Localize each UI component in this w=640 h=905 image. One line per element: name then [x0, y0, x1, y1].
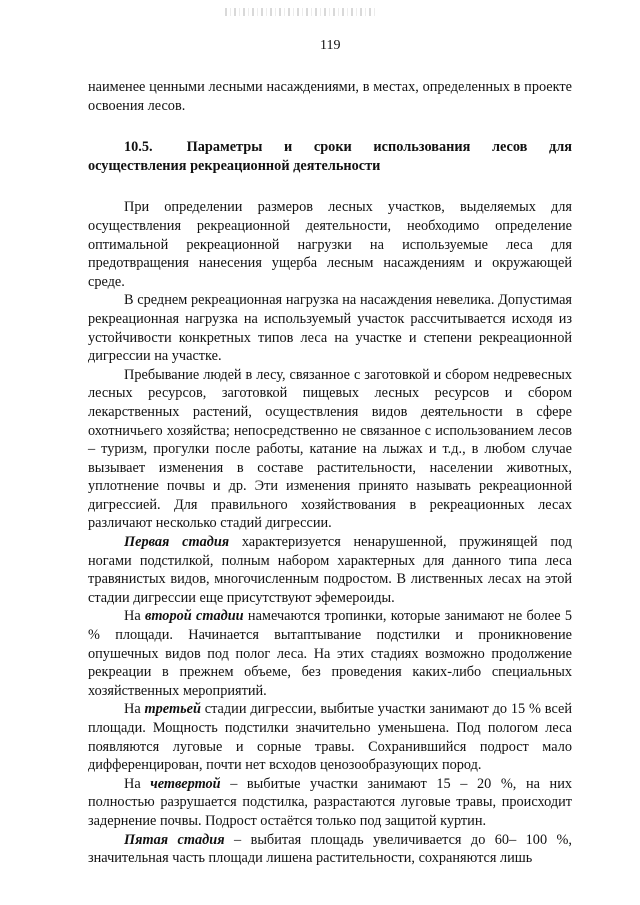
paragraph-7-before: На	[124, 775, 151, 792]
page-number: 119	[320, 38, 341, 53]
paragraph-5-text: намечаются тропинки, которые занимают не более 5 % площади. Начинается вытаптывание подстилки и проникновение опушечных видов под полог леса. На этих стадиях возможно продолжение рекреации в прежнем объеме, без проведения каких-либо специальных хозяйственных мероприятий.	[88, 608, 573, 699]
paragraph-7	[88, 775, 572, 831]
paragraph-5	[88, 607, 572, 700]
paragraph-6-text: стадии дигрессии, выбитые участки занимают до 15 % всей площади. Мощность подстилки значительно уменьшена. Под пологом леса появляются луговые и сорные травы. Сохранившийся подрост мало дифференцирован, почти нет всходов ценозообразующих пород.	[88, 701, 572, 774]
paragraph-4-text: характеризуется ненарушенной, пружинящей под ногами подстилкой, полным набором характерных для данного типа леса травянистых видов, многочисленным подростом. В лиственных лесах на этой стадии дигрессии еще присутствуют эфемероиды.	[88, 534, 572, 606]
paragraph-6	[88, 700, 572, 774]
section-heading	[88, 138, 572, 175]
stage-5-label: Пятая стадия	[124, 831, 225, 848]
stage-2-label: второй стадии	[144, 608, 244, 625]
paragraph-8-text: – выбитая площадь увеличивается до 60– 100 %, значительная часть площади лишена растительности, сохраняются лишь	[88, 831, 573, 867]
stage-1-label: Первая стадия	[124, 534, 230, 551]
paragraph-5-before: На	[124, 608, 145, 625]
paragraph-6-before: На	[124, 701, 145, 718]
paragraph-4	[88, 533, 572, 607]
intro-text: наименее ценными лесными насаждениями, в местах, определенных в проекте освоения лесов.	[88, 79, 572, 114]
section-title: Параметры и сроки использования лесов для осуществления рекреационной деятельности	[88, 139, 572, 174]
paragraph-3: Пребывание людей в лесу, связанное с заготовкой и сбором недревесных лесных ресурсов, заготовкой пищевых лесных ресурсов и сбором лекарственных растений, осуществления видов деятельности в сфере охотничьего хозяйства; непосредственно не связанное с использованием лесов – туризм, прогулки после работы, катание на лыжах и т.д., в любом случае вызывает изменения в составе растительности, населении животных, уплотнение почвы и др. Эти изменения принято называть рекреационной дигрессией. Для правильного хозяйствования в рекреационных лесах различают несколько стадий дигрессии.	[88, 366, 572, 532]
paragraph-2: В среднем рекреационная нагрузка на насаждения невелика. Допустимая рекреационная нагрузка на используемый участок рассчитывается исходя из устойчивости конкретных типов леса на участке и степени рекреационной дигрессии на участке.	[88, 292, 572, 365]
section-number: 10.5.	[124, 139, 153, 156]
document-body	[88, 78, 572, 868]
paragraph-1: При определении размеров лесных участков, выделяемых для осуществления рекреационной деятельности, необходимо определение оптимальной рекреационной нагрузки на используемые леса для предотвращения нанесения ущерба лесным насаждениям и окружающей среде.	[88, 199, 572, 290]
paragraph-8	[88, 831, 572, 868]
paragraph-7-text: – выбитые участки занимают 15 – 20 %, на них полностью разрушается подстилка, разрастаются луговые травы, происходит задернение почвы. Подрост остаётся только под защитой куртин.	[88, 775, 573, 829]
stage-4-label: четвертой	[150, 775, 221, 792]
stage-3-label: третьей	[144, 701, 201, 718]
scan-artifact	[225, 8, 375, 16]
